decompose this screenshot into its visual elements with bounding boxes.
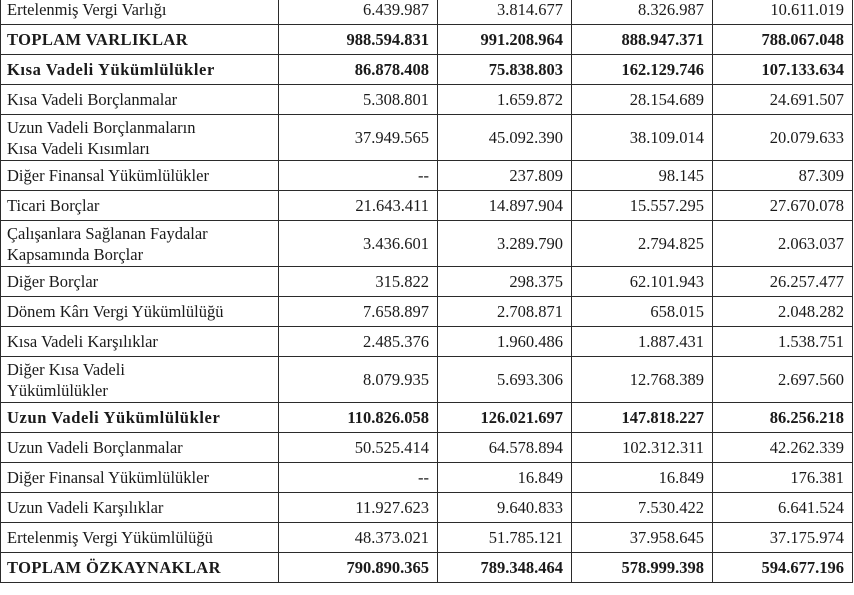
row-value: 2.048.282 <box>713 297 853 327</box>
row-value: 10.611.019 <box>713 0 853 25</box>
row-label: Ticari Borçlar <box>1 191 279 221</box>
row-value: 86.878.408 <box>279 55 438 85</box>
row-value: 62.101.943 <box>572 267 713 297</box>
table-row-calisanlara-saglanan-faydalar <box>1 221 853 267</box>
table-row-toplam-varliklar <box>1 25 853 55</box>
table-row-donem-kari-vergi-yukumlulugu <box>1 297 853 327</box>
row-value: 9.640.833 <box>438 493 572 523</box>
row-value: 86.256.218 <box>713 403 853 433</box>
row-value: 2.485.376 <box>279 327 438 357</box>
row-value: 6.439.987 <box>279 0 438 25</box>
table-row-ertelenmis-vergi-varligi <box>1 0 853 25</box>
row-value: 2.063.037 <box>713 221 853 267</box>
table-row-kisa-vadeli-yukumlulukler <box>1 55 853 85</box>
row-value: 6.641.524 <box>713 493 853 523</box>
row-value: 298.375 <box>438 267 572 297</box>
row-value: 2.794.825 <box>572 221 713 267</box>
row-value: 658.015 <box>572 297 713 327</box>
row-value: 107.133.634 <box>713 55 853 85</box>
table-row-kisa-vadeli-borclanmalar <box>1 85 853 115</box>
row-value: 1.960.486 <box>438 327 572 357</box>
table-row-uzun-vadeli-yukumlulukler <box>1 403 853 433</box>
row-value: 988.594.831 <box>279 25 438 55</box>
row-value: 45.092.390 <box>438 115 572 161</box>
row-label: TOPLAM ÖZKAYNAKLAR <box>1 553 279 583</box>
row-value: 28.154.689 <box>572 85 713 115</box>
row-value: 21.643.411 <box>279 191 438 221</box>
row-value: 788.067.048 <box>713 25 853 55</box>
row-value: 42.262.339 <box>713 433 853 463</box>
row-label-line: Uzun Vadeli Borçlanmaların <box>7 117 196 137</box>
row-value: 26.257.477 <box>713 267 853 297</box>
row-value: 7.658.897 <box>279 297 438 327</box>
row-value: 2.708.871 <box>438 297 572 327</box>
table-row-toplam-ozkaynaklar <box>1 553 853 583</box>
row-value: 110.826.058 <box>279 403 438 433</box>
row-value: 3.289.790 <box>438 221 572 267</box>
row-label: Dönem Kârı Vergi Yükümlülüğü <box>1 297 279 327</box>
row-label-line: Yükümlülükler <box>7 380 108 400</box>
row-value: 126.021.697 <box>438 403 572 433</box>
row-value: 1.887.431 <box>572 327 713 357</box>
row-value: 5.308.801 <box>279 85 438 115</box>
row-value: 27.670.078 <box>713 191 853 221</box>
row-value: 315.822 <box>279 267 438 297</box>
row-label: TOPLAM VARLIKLAR <box>1 25 279 55</box>
row-value: 991.208.964 <box>438 25 572 55</box>
row-value: 176.381 <box>713 463 853 493</box>
row-label: Uzun Vadeli Yükümlülükler <box>1 403 279 433</box>
table-row-diger-finansal-yukumlulukler-uzun <box>1 463 853 493</box>
row-value: 48.373.021 <box>279 523 438 553</box>
table-row-diger-finansal-yukumlulukler-kisa <box>1 161 853 191</box>
row-value: 37.175.974 <box>713 523 853 553</box>
row-label <box>1 357 279 403</box>
row-value: 15.557.295 <box>572 191 713 221</box>
row-label: Kısa Vadeli Karşılıklar <box>1 327 279 357</box>
row-label <box>1 115 279 161</box>
table-row-ticari-borclar <box>1 191 853 221</box>
row-value: 888.947.371 <box>572 25 713 55</box>
row-value: 162.129.746 <box>572 55 713 85</box>
row-value: 11.927.623 <box>279 493 438 523</box>
row-label-line: Kısa Vadeli Kısımları <box>7 138 150 158</box>
row-label: Kısa Vadeli Yükümlülükler <box>1 55 279 85</box>
row-value: 1.538.751 <box>713 327 853 357</box>
row-value: 50.525.414 <box>279 433 438 463</box>
row-value: 14.897.904 <box>438 191 572 221</box>
row-value: 790.890.365 <box>279 553 438 583</box>
table-row-diger-borclar <box>1 267 853 297</box>
row-value: 8.326.987 <box>572 0 713 25</box>
row-value: 37.958.645 <box>572 523 713 553</box>
row-label <box>1 221 279 267</box>
row-value: -- <box>279 463 438 493</box>
row-value: 8.079.935 <box>279 357 438 403</box>
row-value: 16.849 <box>572 463 713 493</box>
row-value: 75.838.803 <box>438 55 572 85</box>
row-value: 147.818.227 <box>572 403 713 433</box>
row-value: 87.309 <box>713 161 853 191</box>
row-value: 578.999.398 <box>572 553 713 583</box>
table-row-uzun-vadeli-borclanmalar <box>1 433 853 463</box>
row-value: 5.693.306 <box>438 357 572 403</box>
row-label: Diğer Finansal Yükümlülükler <box>1 463 279 493</box>
row-label: Ertelenmiş Vergi Varlığı <box>1 0 279 25</box>
row-value: 2.697.560 <box>713 357 853 403</box>
row-value: 98.145 <box>572 161 713 191</box>
row-value: 12.768.389 <box>572 357 713 403</box>
row-value: 7.530.422 <box>572 493 713 523</box>
row-value: 24.691.507 <box>713 85 853 115</box>
table-row-ertelenmis-vergi-yukumlulugu <box>1 523 853 553</box>
row-value: -- <box>279 161 438 191</box>
table-row-uzun-vadeli-borclanmalarin-kisa-vadeli-kisimlari <box>1 115 853 161</box>
row-label-line: Çalışanlara Sağlanan Faydalar <box>7 223 208 243</box>
row-label: Kısa Vadeli Borçlanmalar <box>1 85 279 115</box>
row-value: 789.348.464 <box>438 553 572 583</box>
row-label: Diğer Finansal Yükümlülükler <box>1 161 279 191</box>
row-value: 3.436.601 <box>279 221 438 267</box>
row-value: 237.809 <box>438 161 572 191</box>
row-value: 102.312.311 <box>572 433 713 463</box>
row-label: Ertelenmiş Vergi Yükümlülüğü <box>1 523 279 553</box>
row-label: Uzun Vadeli Karşılıklar <box>1 493 279 523</box>
table-row-uzun-vadeli-karsiliklar <box>1 493 853 523</box>
row-value: 16.849 <box>438 463 572 493</box>
row-value: 38.109.014 <box>572 115 713 161</box>
row-value: 64.578.894 <box>438 433 572 463</box>
row-label: Uzun Vadeli Borçlanmalar <box>1 433 279 463</box>
row-value: 594.677.196 <box>713 553 853 583</box>
table-row-kisa-vadeli-karsiliklar <box>1 327 853 357</box>
row-value: 1.659.872 <box>438 85 572 115</box>
row-value: 51.785.121 <box>438 523 572 553</box>
row-label: Diğer Borçlar <box>1 267 279 297</box>
row-label-line: Kapsamında Borçlar <box>7 244 144 264</box>
table-row-diger-kisa-vadeli-yukumlulukler <box>1 357 853 403</box>
row-value: 20.079.633 <box>713 115 853 161</box>
row-value: 3.814.677 <box>438 0 572 25</box>
row-value: 37.949.565 <box>279 115 438 161</box>
row-label-line: Diğer Kısa Vadeli <box>7 359 125 379</box>
